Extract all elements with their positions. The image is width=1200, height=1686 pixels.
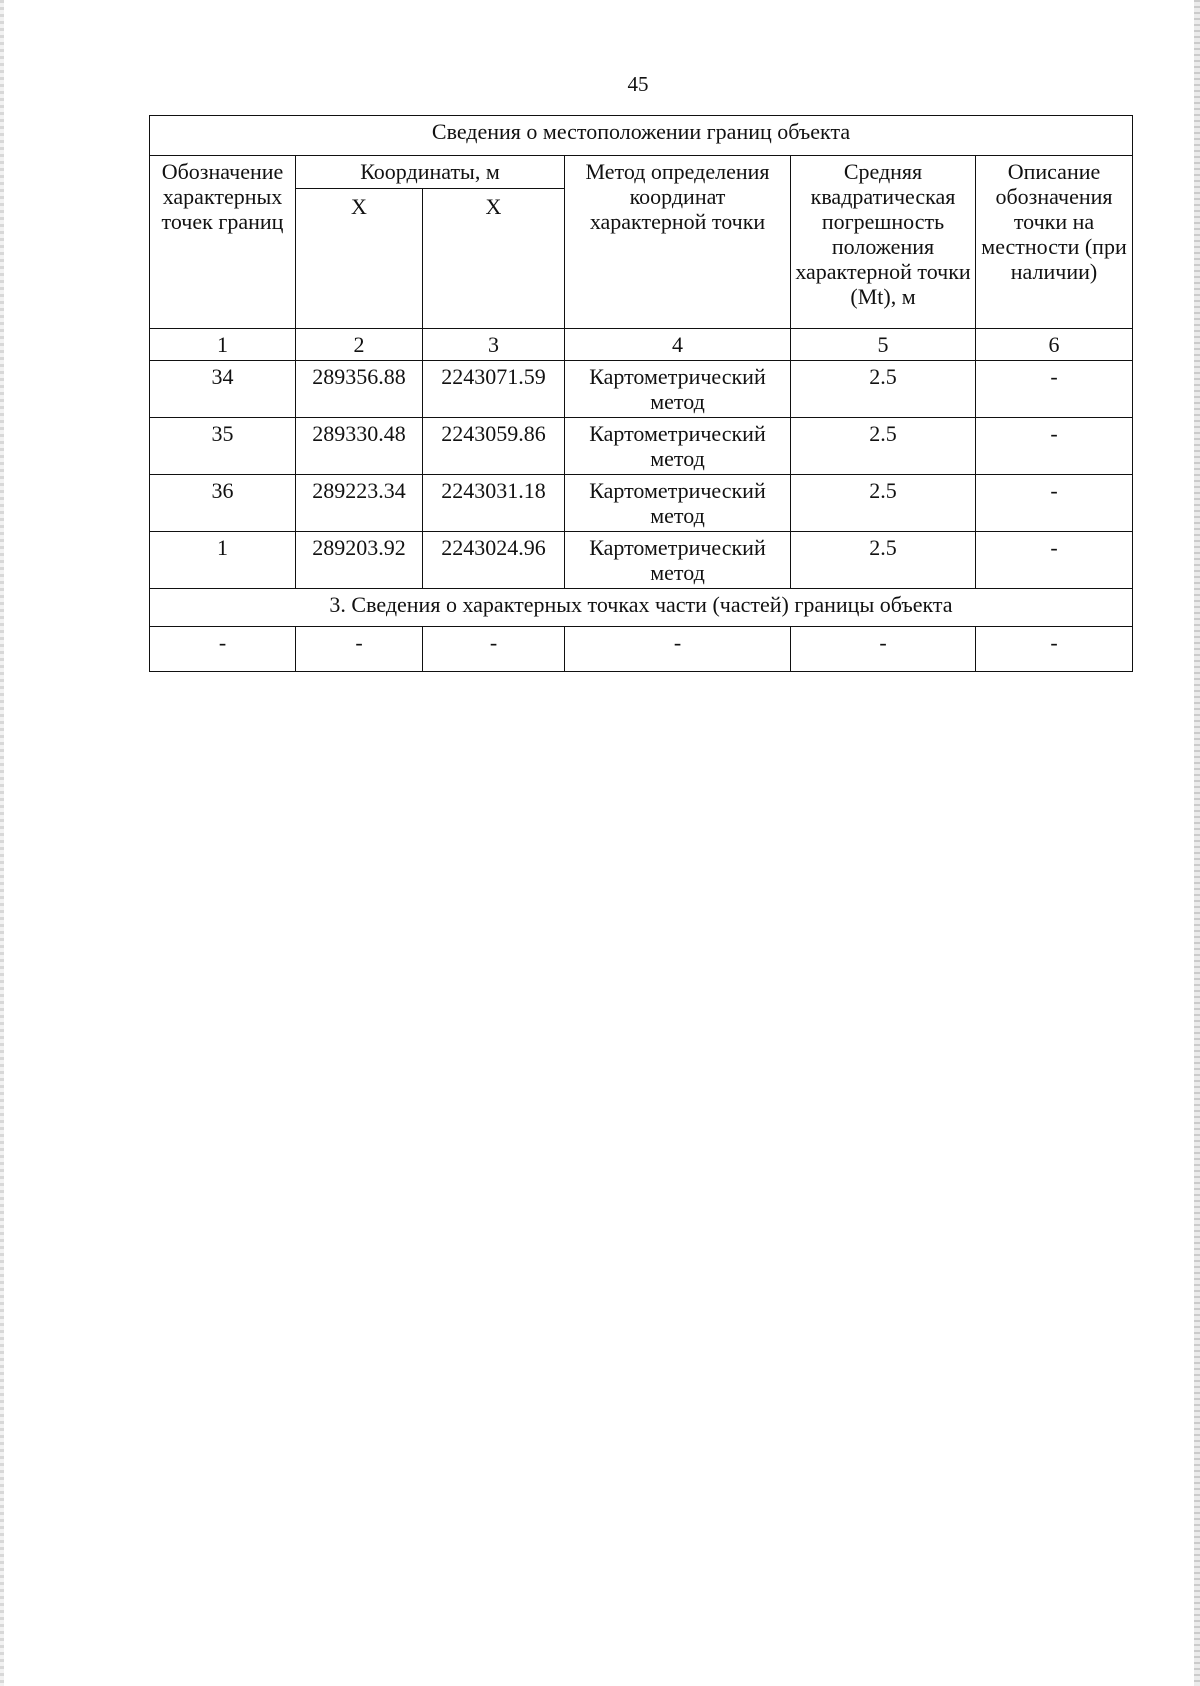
cell-x1: 289203.92 [296, 532, 423, 589]
table-row [150, 532, 1133, 589]
column-number: 6 [976, 329, 1133, 361]
cell-description: - [976, 532, 1133, 589]
cell-point: 35 [150, 418, 296, 475]
cell-point: 36 [150, 475, 296, 532]
empty-cell: - [296, 627, 423, 672]
header-coord-x1 [296, 189, 423, 329]
cell-x1: 289356.88 [296, 361, 423, 418]
section-3-row [150, 589, 1133, 627]
cell-x2: 2243024.96 [423, 532, 565, 589]
table-row [150, 475, 1133, 532]
cell-description: - [976, 475, 1133, 532]
empty-cell: - [976, 627, 1133, 672]
cell-method: Картометрический метод [565, 418, 791, 475]
header-description: Описание обозначения точки на местности (при наличии) [976, 156, 1133, 329]
empty-cell: - [150, 627, 296, 672]
cell-error: 2.5 [791, 361, 976, 418]
cell-x1: 289223.34 [296, 475, 423, 532]
header-coordinates: Координаты, м [296, 156, 565, 189]
cell-x2: 2243071.59 [423, 361, 565, 418]
header-point-designation: Обозначение характерных точек границ [150, 156, 296, 329]
table-row [150, 418, 1133, 475]
section-3-empty-row [150, 627, 1133, 672]
cell-method: Картометрический метод [565, 361, 791, 418]
empty-cell: - [423, 627, 565, 672]
header-row-1 [150, 156, 1133, 189]
cell-description: - [976, 418, 1133, 475]
boundary-table [149, 115, 1133, 672]
section-3-title: 3. Сведения о характерных точках части (частей) границы объекта [150, 589, 1133, 627]
cell-description: - [976, 361, 1133, 418]
cell-method: Картометрический метод [565, 532, 791, 589]
column-number: 5 [791, 329, 976, 361]
scan-edge-left [0, 0, 4, 1686]
empty-cell: - [791, 627, 976, 672]
column-number: 1 [150, 329, 296, 361]
header-error: Средняя квадратическая погрешность положения характерной точки (Mt), м [791, 156, 976, 329]
page-number: 45 [627, 72, 649, 96]
cell-point: 1 [150, 532, 296, 589]
column-number-row [150, 329, 1133, 361]
header-coord-x2 [423, 189, 565, 329]
scan-edge-right [1194, 0, 1200, 1686]
table-title: Сведения о местоположении границ объекта [150, 116, 1133, 156]
cell-x2: 2243059.86 [423, 418, 565, 475]
cell-x1: 289330.48 [296, 418, 423, 475]
table-title-row [150, 116, 1133, 156]
cell-x2: 2243031.18 [423, 475, 565, 532]
column-number: 2 [296, 329, 423, 361]
cell-error: 2.5 [791, 475, 976, 532]
header-method: Метод определения координат характерной точки [565, 156, 791, 329]
empty-cell: - [565, 627, 791, 672]
table-row [150, 361, 1133, 418]
cell-error: 2.5 [791, 418, 976, 475]
coord-x2-label: X [485, 194, 502, 219]
column-number: 3 [423, 329, 565, 361]
coord-x1-label: X [351, 194, 367, 219]
cell-point: 34 [150, 361, 296, 418]
cell-error: 2.5 [791, 532, 976, 589]
cell-method: Картометрический метод [565, 475, 791, 532]
column-number: 4 [565, 329, 791, 361]
